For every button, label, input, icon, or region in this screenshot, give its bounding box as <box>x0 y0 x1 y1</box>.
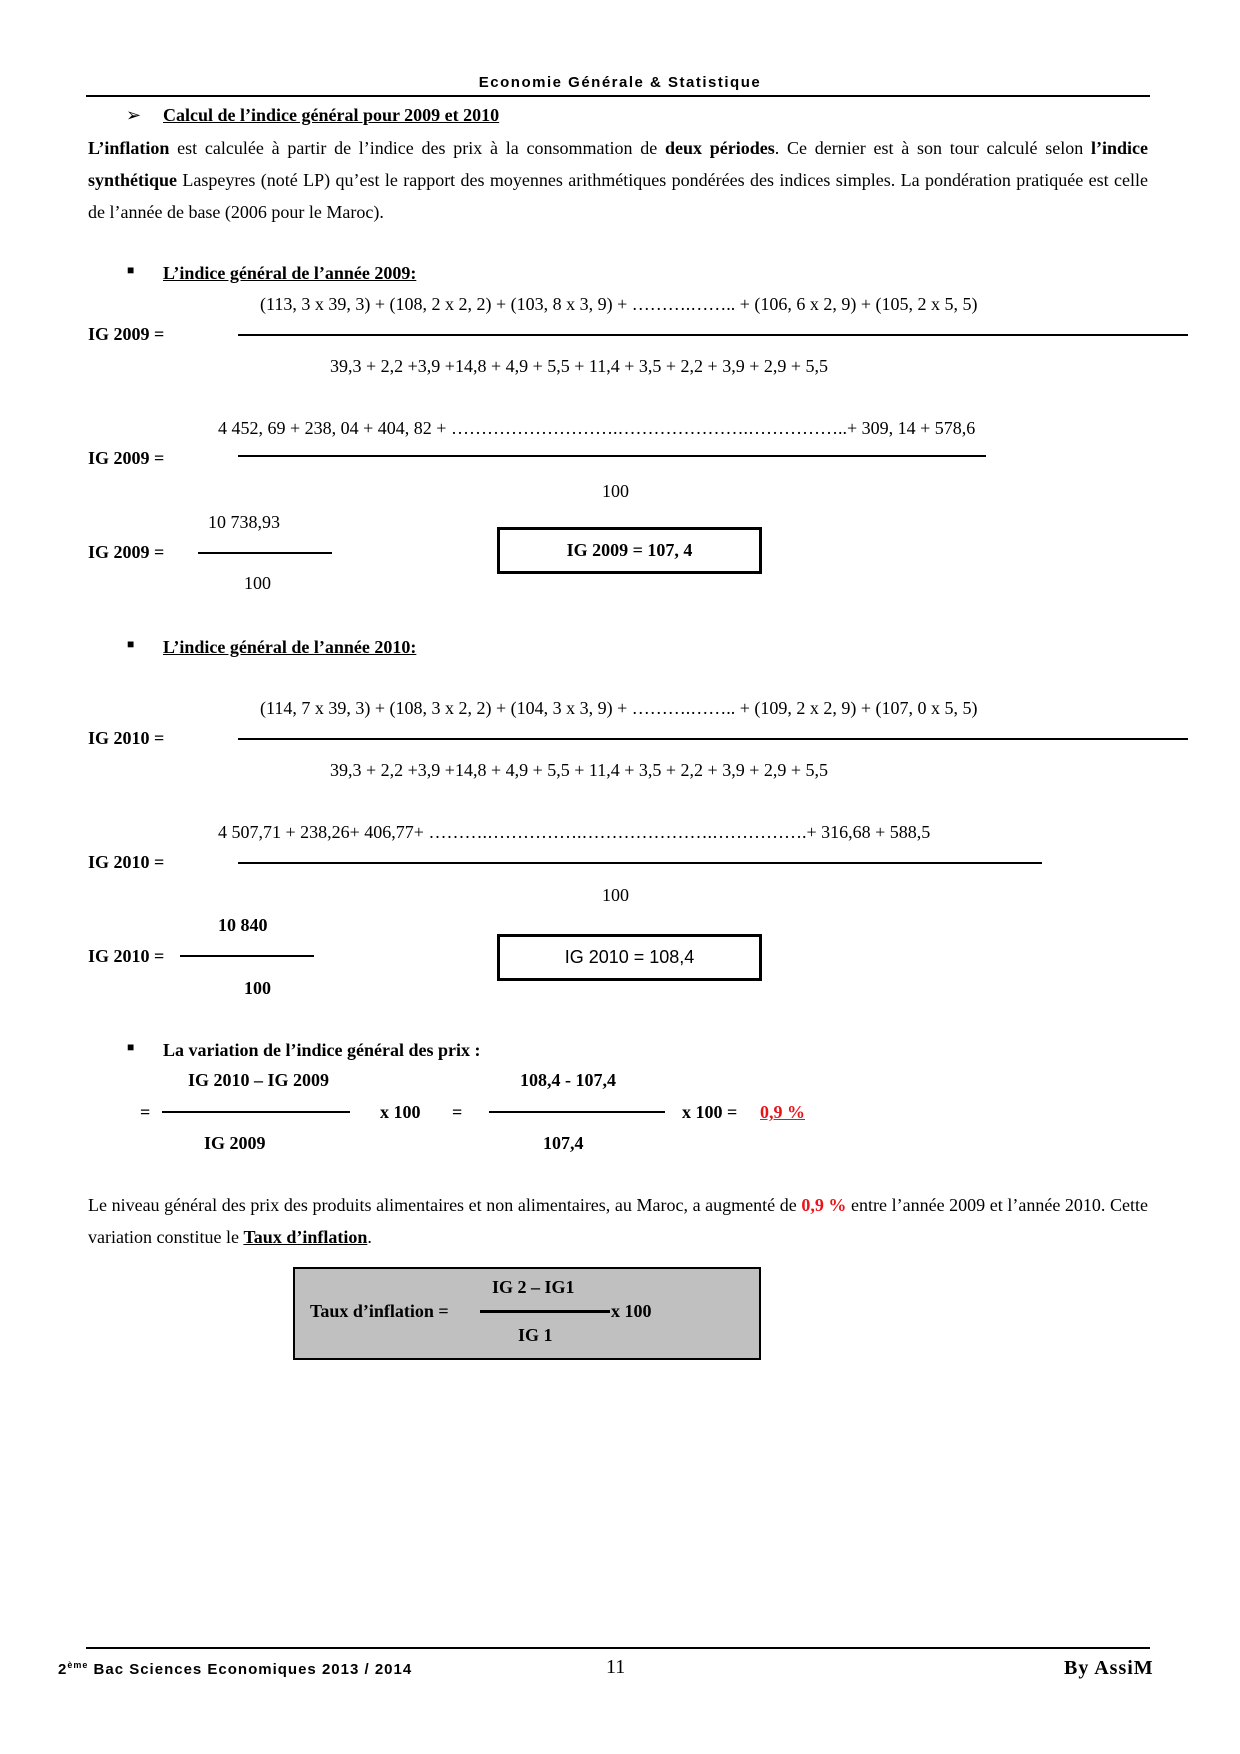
formula-numerator: IG 2 – IG1 <box>492 1277 575 1297</box>
ig2010-numerator-2: 4 507,71 + 238,26+ 406,77+ ……….…………….………………….…………….+ 316,68 + 588,5 <box>218 822 931 842</box>
footer-class: 2ème Bac Sciences Economiques 2013 / 2014 <box>58 1660 413 1678</box>
page-header-title: Economie Générale & Statistique <box>478 74 762 91</box>
conclusion-term: Taux d’inflation <box>243 1227 368 1247</box>
fraction-bar <box>489 1111 665 1113</box>
formula-times: x 100 <box>611 1301 652 1321</box>
formula-label: Taux d’inflation = <box>310 1301 449 1321</box>
ig2010-label-1: IG 2010 = <box>88 728 165 748</box>
fraction-bar <box>480 1310 610 1313</box>
variation-result: 0,9 % <box>760 1102 805 1122</box>
ig2010-result-box <box>497 934 762 981</box>
ig2010-numerator-1: (114, 7 x 39, 3) + (108, 3 x 2, 2) + (104, 3 x 3, 9) + ……….…….. + (109, 2 x 2, 9) + (107, 0 x 5, 5) <box>260 698 978 718</box>
fraction-bar <box>162 1111 350 1113</box>
ig2009-denominator-2: 100 <box>602 481 629 501</box>
formula-denominator: IG 1 <box>518 1325 553 1345</box>
variation-eq-2: = <box>452 1102 463 1122</box>
fraction-bar <box>238 455 986 457</box>
ig2009-label-2: IG 2009 = <box>88 448 165 468</box>
ig2010-label-2: IG 2010 = <box>88 852 165 872</box>
variation-times-1: x 100 <box>380 1102 421 1122</box>
square-bullet-icon: ■ <box>127 263 135 277</box>
fraction-bar <box>238 334 1188 336</box>
conclusion-rate: 0,9 % <box>801 1195 847 1215</box>
subtitle-2010: L’indice général de l’année 2010: <box>163 637 417 657</box>
arrow-bullet-icon: ➢ <box>126 105 142 125</box>
fraction-bar <box>180 955 314 957</box>
fraction-bar <box>238 862 1042 864</box>
variation-times-2: x 100 = <box>682 1102 738 1122</box>
variation-title: La variation de l’indice général des prix : <box>163 1040 481 1060</box>
square-bullet-icon: ■ <box>127 1040 135 1054</box>
ig2010-numerator-3: 10 840 <box>218 915 268 935</box>
fraction-bar <box>198 552 332 554</box>
subtitle-2009: L’indice général de l’année 2009: <box>163 263 417 283</box>
inflation-formula-box <box>293 1267 761 1360</box>
ig2009-numerator-1: (113, 3 x 39, 3) + (108, 2 x 2, 2) + (103, 8 x 3, 9) + ……….…….. + (106, 6 x 2, 9) + (105, 2 x 5, 5) <box>260 294 978 314</box>
page-number: 11 <box>606 1656 626 1678</box>
ig2010-denominator-3: 100 <box>244 978 271 998</box>
variation-num-values: 108,4 - 107,4 <box>520 1070 616 1090</box>
ig2010-result: IG 2010 = 108,4 <box>564 947 695 967</box>
ig2009-numerator-3: 10 738,93 <box>208 512 280 532</box>
ig2009-result-box <box>497 527 762 574</box>
ig2009-label-3: IG 2009 = <box>88 542 165 562</box>
ig2010-denominator-2: 100 <box>602 885 629 905</box>
variation-den-formula: IG 2009 <box>204 1133 266 1153</box>
ig2010-denominator-1: 39,3 + 2,2 +3,9 +14,8 + 4,9 + 5,5 + 11,4 + 3,5 + 2,2 + 3,9 + 2,9 + 5,5 <box>330 760 828 780</box>
footer-rule <box>86 1647 1150 1649</box>
footer-author: By AssiM <box>1064 1657 1154 1679</box>
ig2009-result: IG 2009 = 107, 4 <box>566 540 693 560</box>
square-bullet-icon: ■ <box>127 637 135 651</box>
variation-eq: = <box>140 1102 151 1122</box>
variation-den-values: 107,4 <box>543 1133 584 1153</box>
ig2009-denominator-3: 100 <box>244 573 271 593</box>
ig2009-label-1: IG 2009 = <box>88 324 165 344</box>
conclusion-paragraph: Le niveau général des prix des produits alimentaires et non alimentaires, au Maroc, a augmenté de 0,9 % entre l’année 2009 et l’année 2010. Cette variation constitue le Taux d’inflation. <box>88 1195 1148 1247</box>
intro-paragraph: L’inflation est calculée à partir de l’indice des prix à la consommation de deux périodes. Ce dernier est à son tour calculé selon l’indice synthétique Laspeyres (noté LP) qu’est le rapport des moyennes arithmétiques pondérées des indices simples. La pondération pratiquée est celle de l’année de base (2006 pour le Maroc). <box>88 138 1148 222</box>
variation-num-formula: IG 2010 – IG 2009 <box>188 1070 330 1090</box>
section-title: Calcul de l’indice général pour 2009 et 2010 <box>163 105 500 125</box>
ig2010-label-3: IG 2010 = <box>88 946 165 966</box>
header-rule <box>86 95 1150 97</box>
fraction-bar <box>238 738 1188 740</box>
ig2009-denominator-1: 39,3 + 2,2 +3,9 +14,8 + 4,9 + 5,5 + 11,4 + 3,5 + 2,2 + 3,9 + 2,9 + 5,5 <box>330 356 828 376</box>
intro-inflation: L’inflation <box>88 138 170 158</box>
ig2009-numerator-2: 4 452, 69 + 238, 04 + 404, 82 + ……………………….………………….……………..+ 309, 14 + 578,6 <box>218 418 976 438</box>
